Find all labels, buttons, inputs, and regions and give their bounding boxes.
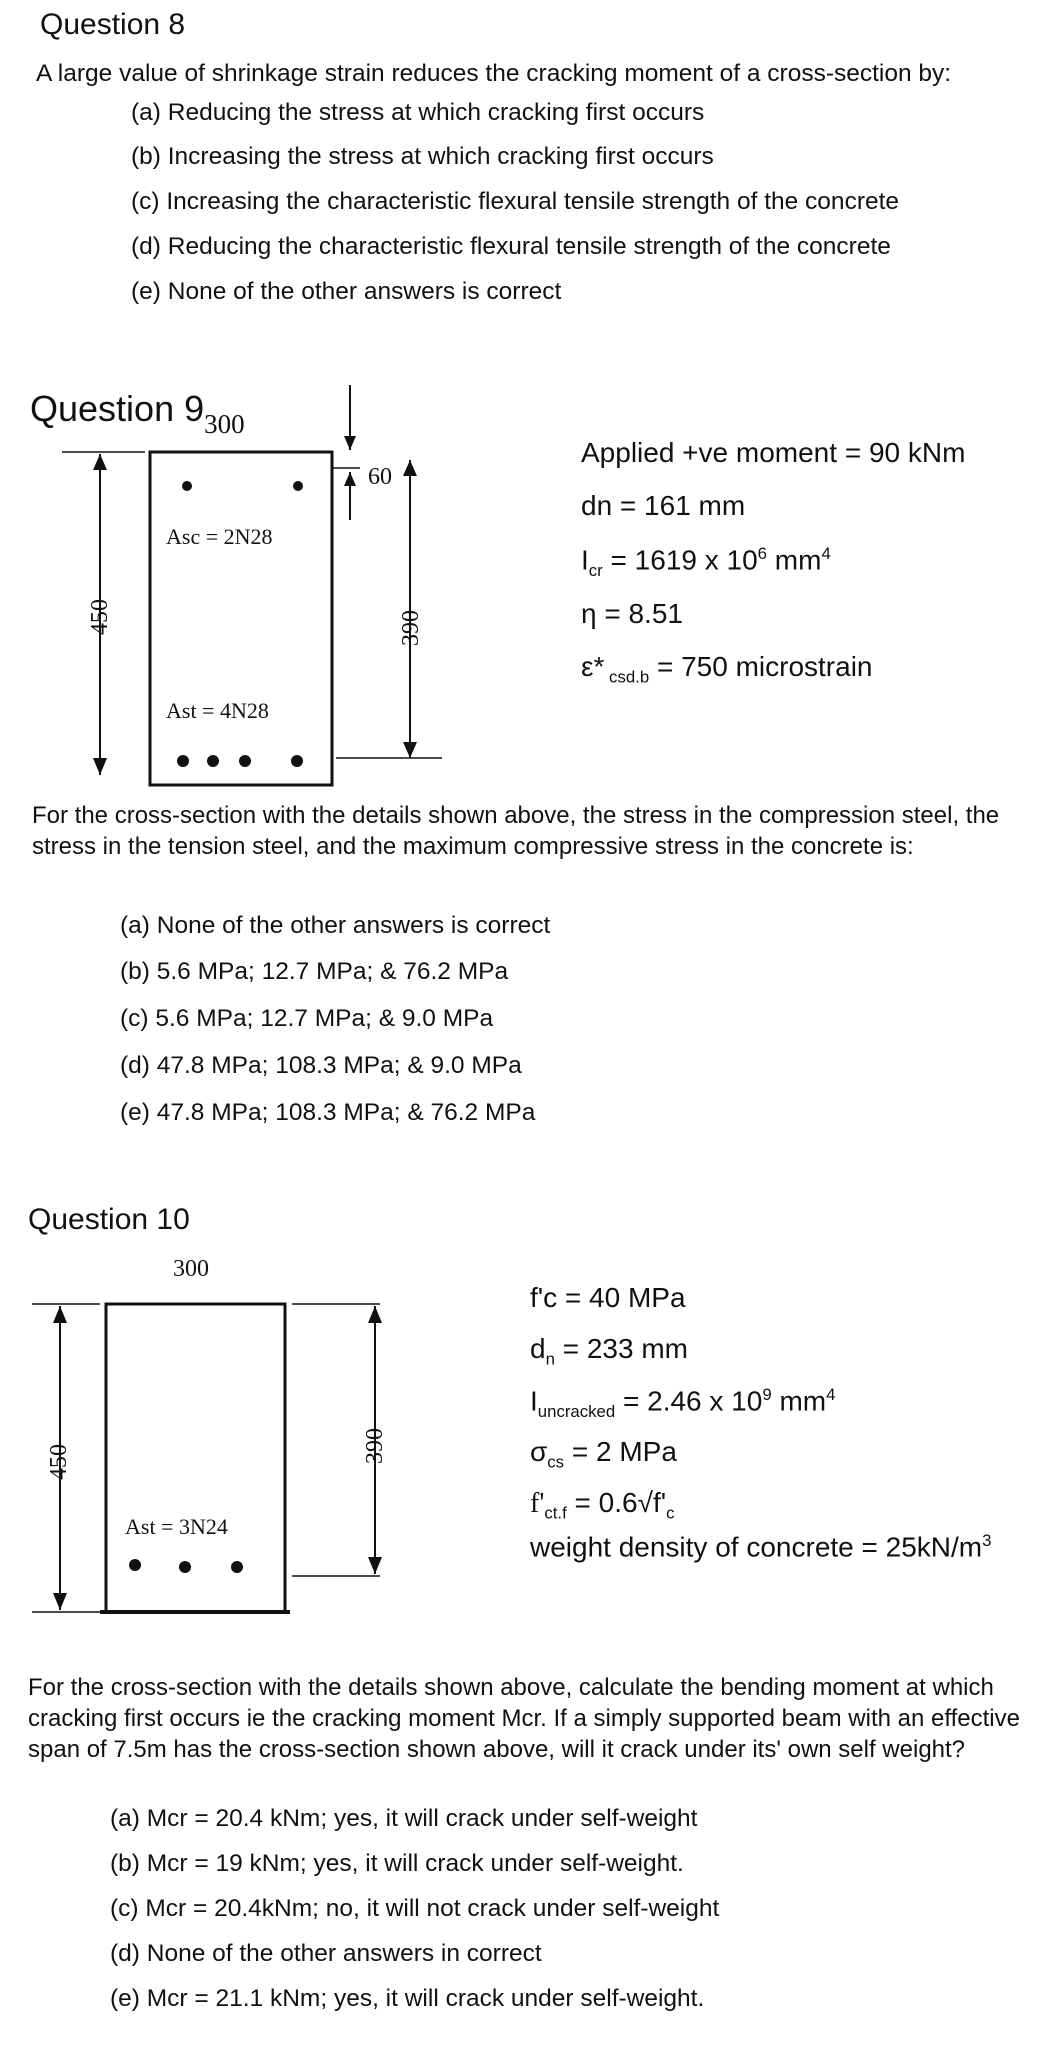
q10-given-fc: f'c = 40 MPa: [530, 1282, 686, 1313]
q9-option-a: (a) None of the other answers is correct: [120, 912, 551, 939]
q9-given-icr: $I_{cr} = 1619$ x $10^6$ $mm^4$: [581, 544, 831, 580]
q10-depth-label: 450: [46, 1444, 72, 1480]
q8-option-d: (d) Reducing the characteristic flexural tensile strength of the concrete: [131, 233, 891, 260]
q9-title: Question $9_{300}$: [30, 388, 245, 439]
q9-section-outline: [150, 452, 332, 785]
q9-option-d: (d) 47.8 MPa; 108.3 MPa; & 9.0 MPa: [120, 1052, 522, 1079]
q8-option-e: (e) None of the other answers is correct: [131, 278, 562, 305]
q10-title: Question 10: [28, 1203, 190, 1236]
q9-tension-bar: [291, 755, 303, 767]
q10-option-e: (e) Mcr = 21.1 kNm; yes, it will crack under self-weight.: [110, 1985, 705, 2012]
q9-asc-label: Asc = 2N28: [166, 524, 273, 549]
q10-width-label: 300: [173, 1256, 209, 1282]
q10-given-fct: $f'_{ct.f} = 0.6√f'_c$: [530, 1487, 675, 1523]
q9-given-moment: Applied +ve moment = 90 kNm: [581, 437, 966, 468]
q8-option-a: (a) Reducing the stress at which cracking first occurs: [131, 99, 705, 126]
q9-cover-arrow-up: [344, 472, 356, 486]
q9-width-label: 300: [204, 409, 245, 439]
q10-given-i-uncracked: $I_{uncracked} = 2.46$ x $10^9$ $mm^4$: [530, 1385, 836, 1421]
q10-option-a: (a) Mcr = 20.4 kNm; yes, it will crack under self-weight: [110, 1805, 698, 1832]
q8-option-c: (c) Increasing the characteristic flexural tensile strength of the concrete: [131, 188, 900, 215]
q9-cross-section-diagram: [50, 380, 510, 800]
q9-given-dn: dn = 161 mm: [581, 490, 746, 521]
q10-option-b: (b) Mcr = 19 kNm; yes, it will crack under self-weight.: [110, 1850, 684, 1877]
q9-compression-bar: [293, 481, 303, 491]
q10-given-weight-density: weight density of concrete = $25kN/m^3$: [530, 1531, 992, 1563]
q10-given-sigma-cs: $\sigma_{cs} = 2$ MPa: [530, 1436, 677, 1472]
q10-stem: For the cross-section with the details shown above, calculate the bending moment at which cracking first occurs ie the cracking moment Mcr. If a simply supported beam with an effective span of 7.5m has the cross-section shown above, will it crack under its' own self weight?: [28, 1674, 1020, 1763]
q10-tension-bar: [129, 1559, 141, 1571]
q9-tension-bar: [177, 755, 189, 767]
q10-tension-bar: [231, 1561, 243, 1573]
q9-cover-label: 60: [368, 464, 392, 490]
q10-ast-label: Ast = 3N24: [125, 1514, 228, 1539]
q9-option-c: (c) 5.6 MPa; 12.7 MPa; & 9.0 MPa: [120, 1005, 494, 1032]
q9-ast-label: Ast = 4N28: [166, 698, 269, 723]
q10-tension-bar: [179, 1561, 191, 1573]
q9-given-epsilon: ε* $_{csd.b}$ = 750 microstrain: [581, 651, 873, 687]
q9-compression-bar: [182, 481, 192, 491]
q8-option-b: (b) Increasing the stress at which cracking first occurs: [131, 143, 714, 170]
q9-tension-bar: [239, 755, 251, 767]
q9-stem: For the cross-section with the details shown above, the stress in the compression steel, the stress in the tension steel, and the maximum compressive stress in the concrete is:: [32, 802, 1000, 860]
q10-option-d: (d) None of the other answers in correct: [110, 1940, 542, 1967]
q8-stem: A large value of shrinkage strain reduces the cracking moment of a cross-section by:: [36, 60, 952, 87]
q9-effective-depth-label: 390: [398, 610, 424, 646]
q9-given-eta: η = 8.51: [581, 598, 683, 629]
q9-option-b: (b) 5.6 MPa; 12.7 MPa; & 76.2 MPa: [120, 958, 509, 985]
q10-cross-section-diagram: [20, 1248, 440, 1618]
q9-tension-bar: [207, 755, 219, 767]
q8-title: Question 8: [40, 8, 186, 41]
q10-given-dn: $d_n = 233$ mm: [530, 1333, 688, 1369]
q9-option-e: (e) 47.8 MPa; 108.3 MPa; & 76.2 MPa: [120, 1099, 536, 1126]
q10-effective-depth-label: 390: [362, 1428, 388, 1464]
q9-depth-label: 450: [87, 599, 113, 635]
q9-cover-arrow-down: [344, 436, 356, 450]
q10-option-c: (c) Mcr = 20.4kNm; no, it will not crack under self-weight: [110, 1895, 720, 1922]
